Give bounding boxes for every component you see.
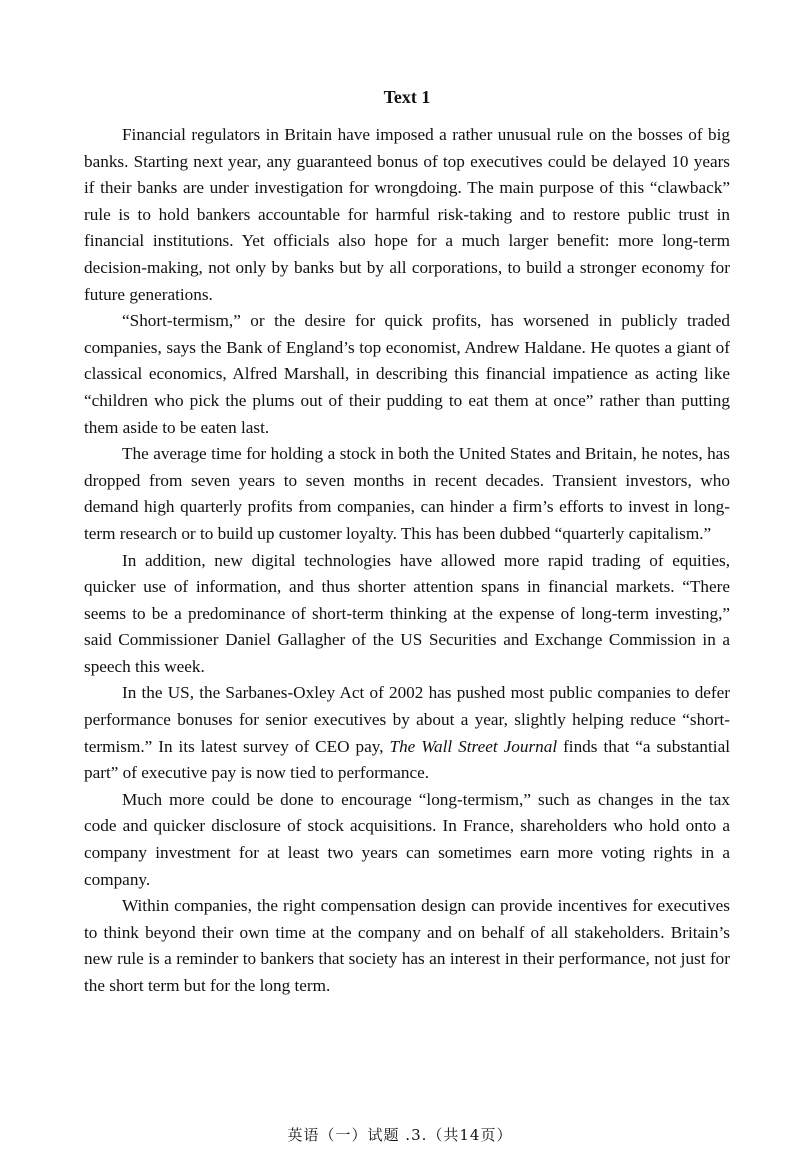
paragraph-2: “Short-termism,” or the desire for quick profits, has worsened in publicly traded companies, says the Bank of England’s top economist, Andrew Haldane. He quotes a giant of classical economics, Alfred Marshall, in describing this financial impatience as acting like “children who pick the plums out of their pudding to eat them at once” rather than putting them aside to be eaten last. — [84, 311, 730, 437]
paragraph-5-text-after: finds that “a substantial part” of executive pay is now tied to performance. — [84, 736, 730, 783]
paragraph-1: Financial regulators in Britain have imposed a rather unusual rule on the bosses of big banks. Starting next year, any guaranteed bonus of top executives could be delayed 10 years if their banks are under investigation for wrongdoing. The main purpose of this “clawback” rule is to hold bankers accountable for harmful risk-taking and to restore public trust in financial institutions. Yet officials also hope for a much larger benefit: more long-term decision-making, not only by banks but by all corporations, to build a stronger economy for future generations. — [84, 125, 730, 304]
document-page — [84, 84, 730, 1000]
paragraph-4: In addition, new digital technologies have allowed more rapid trading of equities, quicker use of information, and thus shorter attention spans in financial markets. “There seems to be a predominance of short-term thinking at the expense of long-term investing,” said Commissioner Daniel Gallagher of the US Securities and Exchange Commission in a speech this week. — [84, 550, 730, 676]
paragraph-3: The average time for holding a stock in both the United States and Britain, he notes, has dropped from seven years to seven months in recent decades. Transient investors, who demand high quarterly profits from companies, can hinder a firm’s efforts to invest in long-term research or to build up customer loyalty. This has been dubbed “quarterly capitalism.” — [84, 444, 730, 543]
newspaper-title: The Wall Street Journal — [389, 736, 558, 756]
paragraph-5-text-before: In the US, the Sarbanes-Oxley Act of 2002 has pushed most public companies to defer performance bonuses for senior executives by about a year, slightly helping reduce “short-termism.” In its latest survey of CEO pay, — [84, 683, 730, 756]
page-title: Text 1 — [383, 87, 431, 107]
paragraph-7: Within companies, the right compensation design can provide incentives for executives to think beyond their own time at the company and on behalf of all stakeholders. Britain’s new rule is a reminder to bankers that society has an interest in their performance, not just for the short term but for the long term. — [84, 896, 730, 995]
paragraph-6: Much more could be done to encourage “long-termism,” such as changes in the tax code and quicker disclosure of stock acquisitions. In France, shareholders who hold onto a company investment for at least two years can sometimes earn more voting rights in a company. — [84, 789, 730, 889]
page-footer: 英语（一）试题 .3.（共14页） — [287, 1126, 513, 1144]
paragraph-5 — [84, 680, 730, 786]
